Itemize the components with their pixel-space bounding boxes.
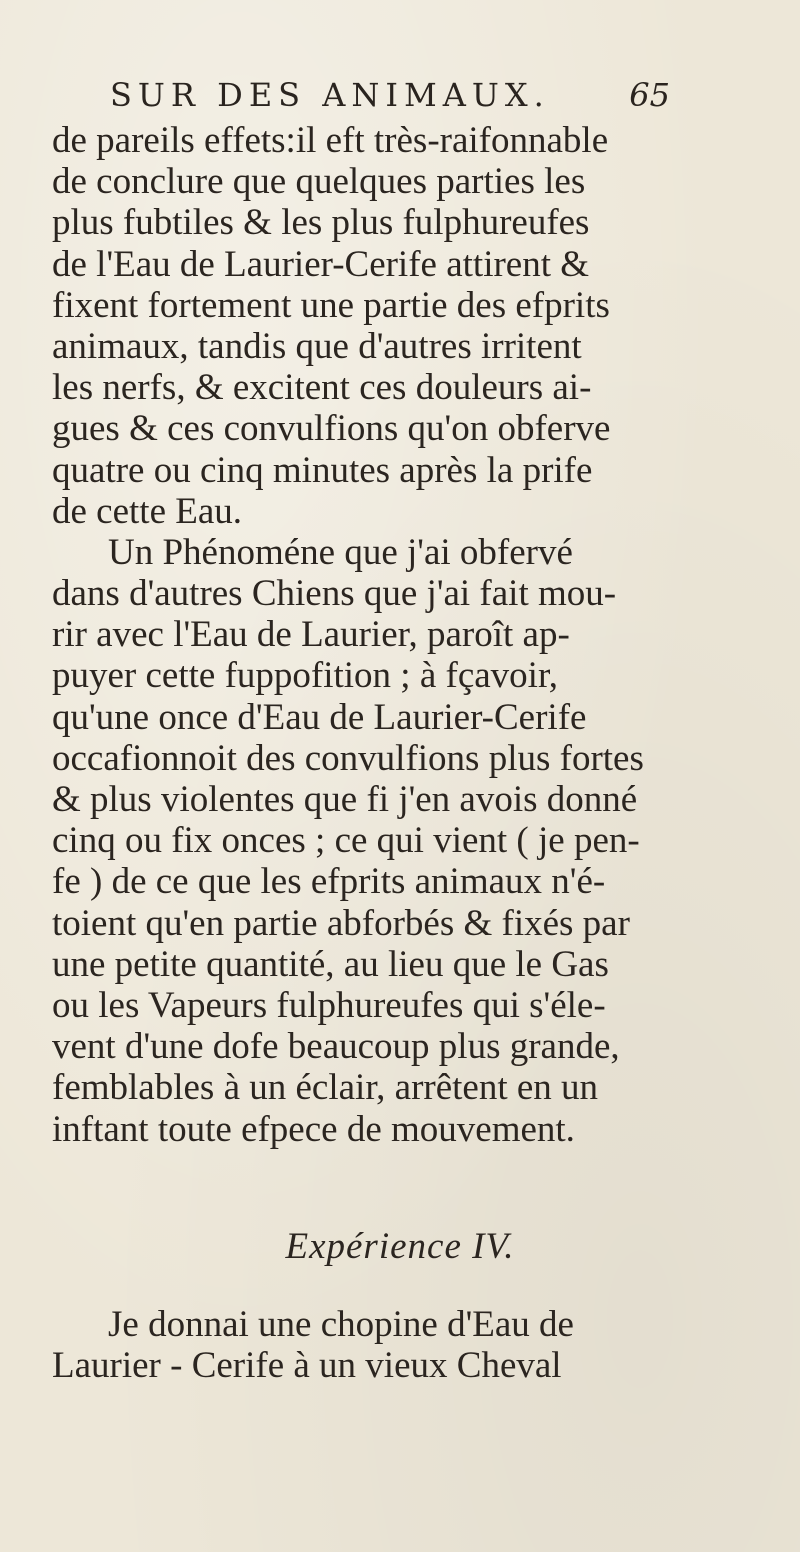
page-number: 65 xyxy=(629,76,670,114)
text-line: rir avec l'Eau de Laurier, paroît ap- xyxy=(52,614,570,656)
paragraph-1 xyxy=(52,120,772,532)
text-line: Un Phénoméne que j'ai obfervé xyxy=(108,531,573,573)
text-line: ou les Vapeurs fulphureufes qui s'éle- xyxy=(52,984,606,1026)
text-line: femblables à un éclair, arrêtent en un xyxy=(52,1067,599,1109)
text-line: les nerfs, & excitent ces douleurs ai- xyxy=(52,367,592,409)
text-line: qu'une once d'Eau de Laurier-Cerife xyxy=(52,696,587,738)
text-line: plus fubtiles & les plus fulphureufes xyxy=(52,202,590,244)
text-line: de cette Eau. xyxy=(52,490,243,532)
text-line: fixent fortement une partie des efprits xyxy=(52,284,610,326)
text-line: dans d'autres Chiens que j'ai fait mou- xyxy=(52,573,617,615)
text-line: fe ) de ce que les efprits animaux n'é- xyxy=(52,861,606,903)
text-line: inftant toute efpece de mouvement. xyxy=(52,1108,575,1150)
text-line: puyer cette fuppofition ; à fçavoir, xyxy=(52,655,559,697)
body-text-continued xyxy=(52,1304,772,1386)
section-heading: Expérience IV. xyxy=(285,1226,515,1267)
text-line: gues & ces convulfions qu'on obferve xyxy=(52,408,611,450)
text-line: de pareils effets:il eft très-raifonnable xyxy=(52,120,609,161)
body-text xyxy=(52,120,772,1150)
text-line: cinq ou fix onces ; ce qui vient ( je pen- xyxy=(52,820,640,862)
text-line: Je donnai une chopine d'Eau de xyxy=(108,1304,574,1345)
text-line: vent d'une dofe beaucoup plus grande, xyxy=(52,1026,620,1068)
text-line: quatre ou cinq minutes après la prife xyxy=(52,449,593,491)
text-line: une petite quantité, au lieu que le Gas xyxy=(52,943,609,985)
text-line: occafionnoit des convulfions plus fortes xyxy=(52,737,644,779)
text-line: Laurier - Cerife à un vieux Cheval xyxy=(52,1345,562,1387)
text-line: animaux, tandis que d'autres irritent xyxy=(52,325,582,367)
running-head: SUR DES ANIMAUX. xyxy=(110,76,550,114)
text-line: toient qu'en partie abforbés & fixés par xyxy=(52,902,630,944)
text-line: & plus violentes que fi j'en avois donné xyxy=(52,779,638,820)
text-line: de conclure que quelques parties les xyxy=(52,161,586,203)
text-line: de l'Eau de Laurier-Cerife attirent & xyxy=(52,243,590,285)
page-header xyxy=(110,76,670,120)
paragraph-2 xyxy=(52,532,772,1150)
